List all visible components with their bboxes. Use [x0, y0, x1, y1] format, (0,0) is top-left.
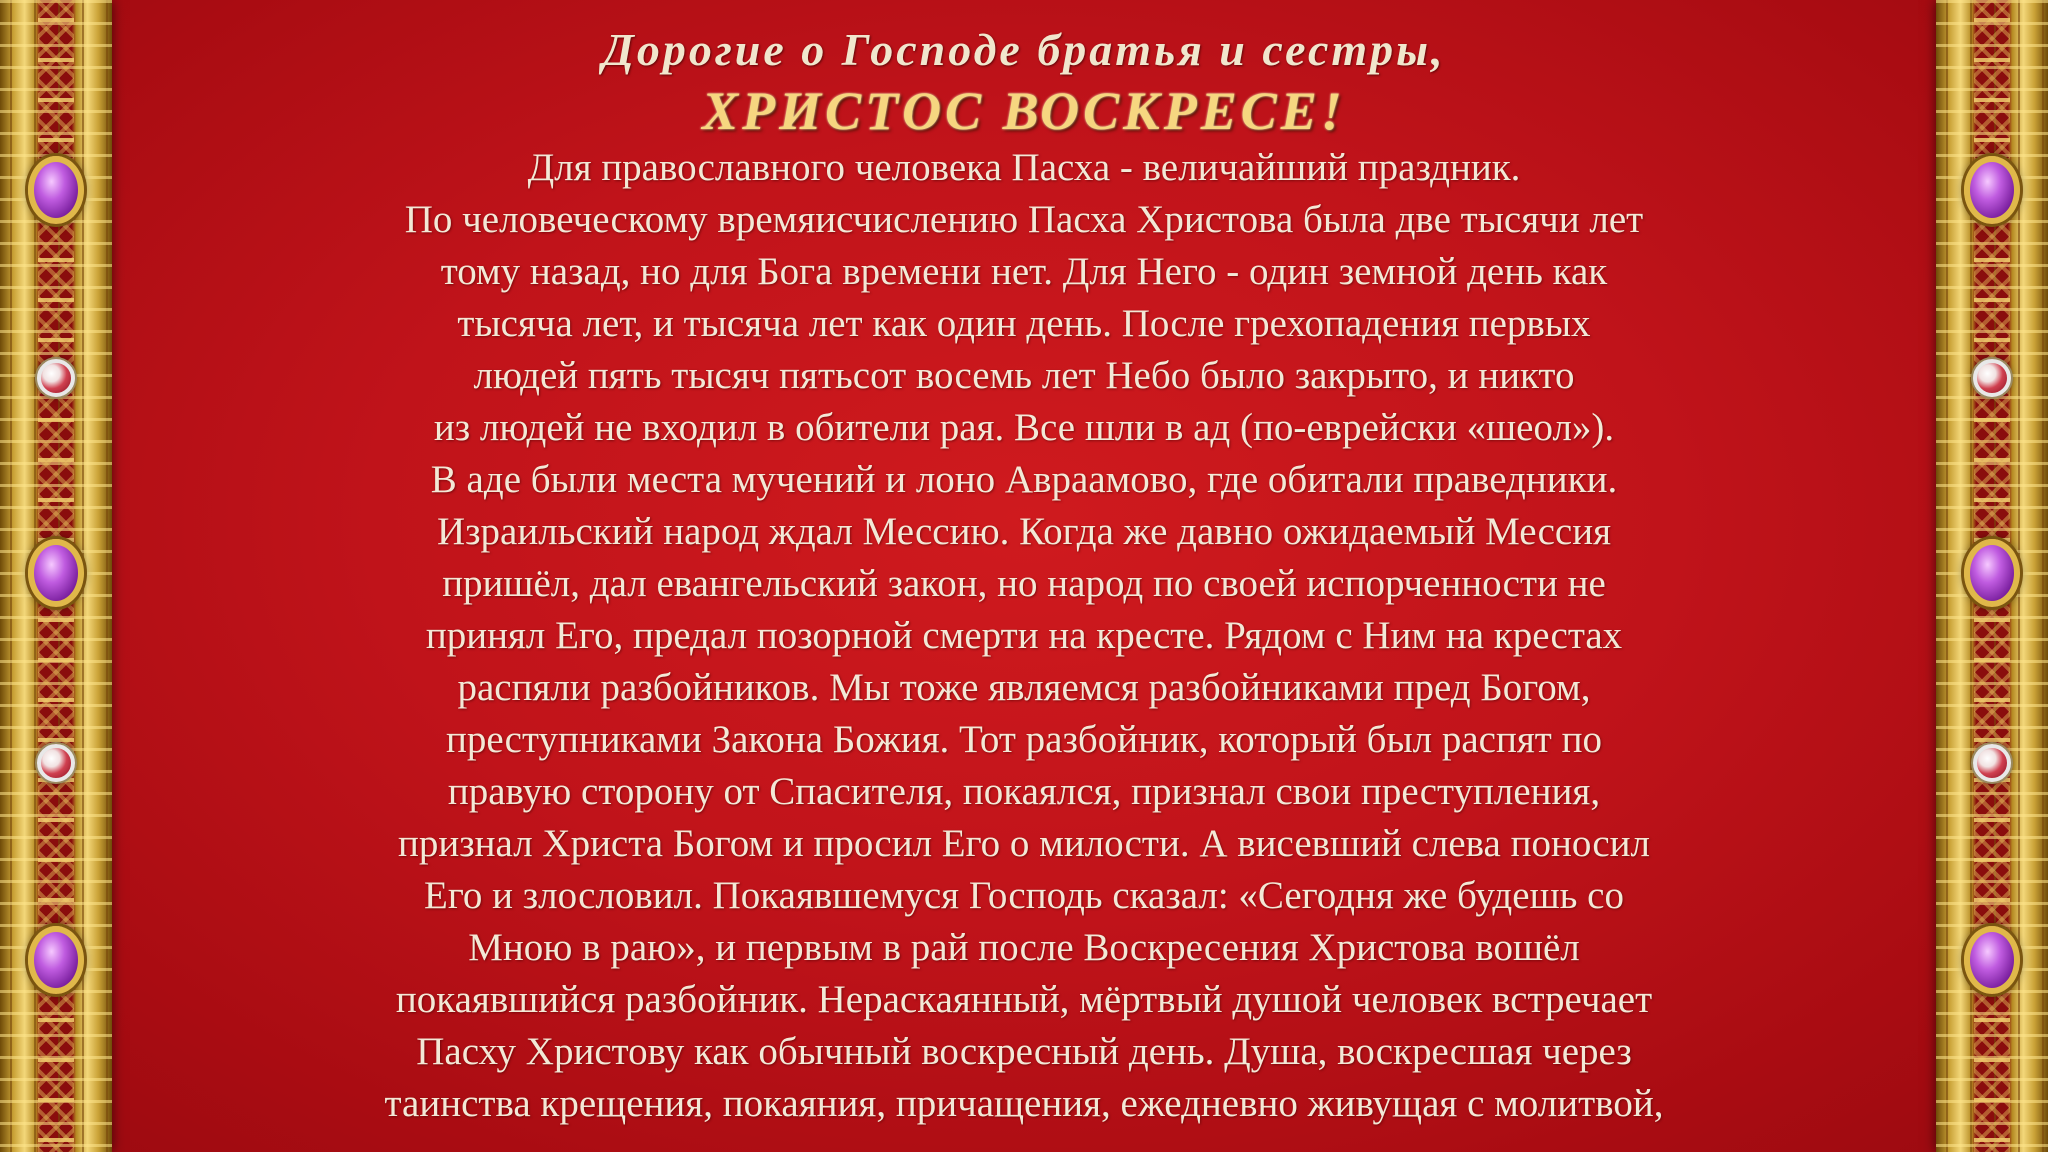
amethyst-gem-icon	[28, 926, 84, 994]
sermon-line: из людей не входил в обители рая. Все шли в ад (по-еврейски «шеол»).	[433, 406, 1615, 449]
sermon-line: принял Его, предал позорной смерти на кресте. Рядом с Ним на крестах	[425, 614, 1623, 657]
greeting-line: Дорогие о Господе братья и сестры,	[602, 24, 1446, 75]
amethyst-gem-icon	[1964, 539, 2020, 607]
pearl-gem-icon	[1973, 744, 2011, 782]
amethyst-gem-icon	[28, 539, 84, 607]
sermon-line: покаявшийся разбойник. Нераскаянный, мёртвый душой человек встречает	[395, 978, 1653, 1021]
pearl-gem-icon	[37, 359, 75, 397]
sermon-line: В аде были места мучений и лоно Авраамово, где обитали праведники.	[430, 458, 1618, 501]
sermon-line: Для православного человека Пасха - величайший праздник.	[527, 146, 1521, 189]
sermon-line: таинства крещения, покаяния, причащения, ежедневно живущая с молитвой,	[384, 1082, 1664, 1125]
sermon-line: тому назад, но для Бога времени нет. Для Него - один земной день как	[440, 250, 1608, 293]
pearl-gem-icon	[1973, 359, 2011, 397]
sermon-line: По человеческому времяисчислению Пасха Христова была две тысячи лет	[404, 198, 1644, 241]
sermon-text-block	[140, 20, 1908, 1130]
amethyst-gem-icon	[1964, 926, 2020, 994]
pearl-gem-icon	[37, 744, 75, 782]
sermon-line: преступниками Закона Божия. Тот разбойник, который был распят по	[446, 718, 1602, 761]
sermon-line: пришёл, дал евангельский закон, но народ по своей испорченности не	[442, 562, 1606, 605]
easter-headline: ХРИСТОС ВОСКРЕСЕ!	[702, 81, 1346, 141]
sermon-line: Его и злословил. Покаявшемуся Господь сказал: «Сегодня же будешь со	[424, 874, 1624, 917]
sermon-line: признал Христа Богом и просил Его о милости. А висевший слева поносил	[398, 822, 1650, 865]
sermon-line: Мною в раю», и первым в рай после Воскресения Христова вошёл	[468, 926, 1580, 969]
left-ornamental-border	[0, 0, 112, 1152]
right-ornamental-border	[1936, 0, 2048, 1152]
sermon-line: правую сторону от Спасителя, покаялся, признал свои преступления,	[447, 770, 1601, 813]
amethyst-gem-icon	[28, 156, 84, 224]
sermon-line: тысяча лет, и тысяча лет как один день. После грехопадения первых	[457, 302, 1591, 345]
sermon-line: Израильский народ ждал Мессию. Когда же давно ожидаемый Мессия	[436, 510, 1612, 553]
sermon-line: Пасху Христову как обычный воскресный день. Душа, воскресшая через	[416, 1030, 1632, 1073]
amethyst-gem-icon	[1964, 156, 2020, 224]
sermon-line: людей пять тысяч пятьсот восемь лет Небо было закрыто, и никто	[473, 354, 1575, 397]
sermon-line: распяли разбойников. Мы тоже являемся разбойниками пред Богом,	[457, 666, 1591, 709]
sermon-body	[140, 142, 1908, 1130]
